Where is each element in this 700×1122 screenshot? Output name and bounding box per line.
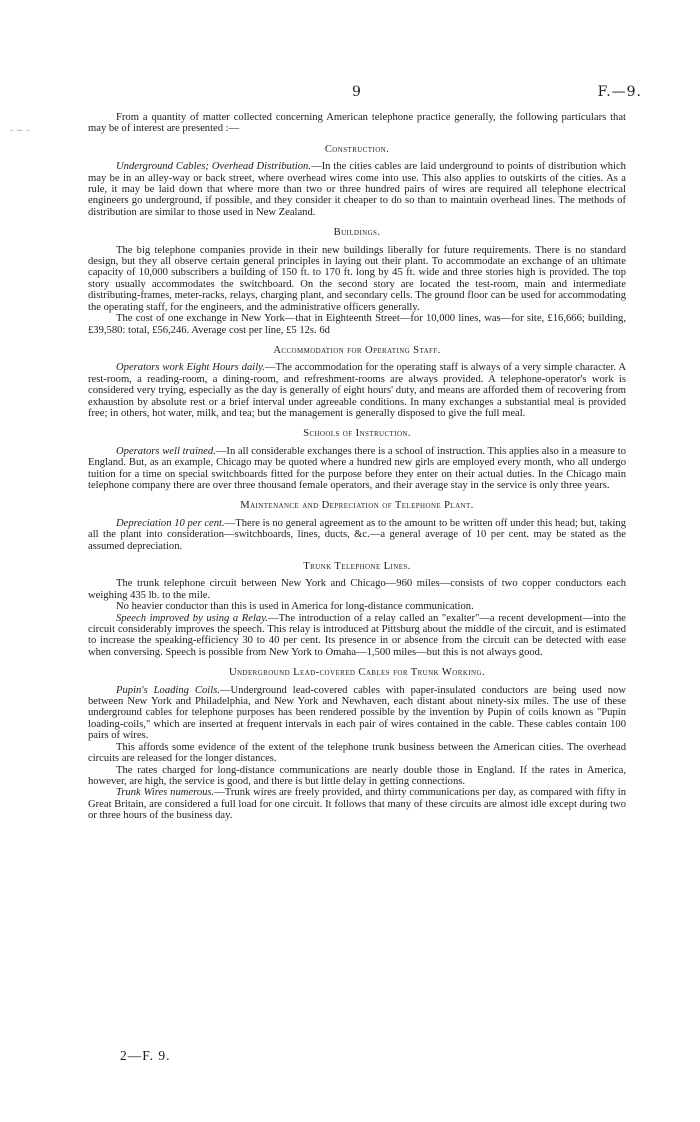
running-head (0, 84, 700, 104)
heading-construction: Construction. (324, 143, 390, 155)
heading-accommodation: Accommodation for Operating Staff. (273, 344, 441, 356)
margin-mark: - ~ - (10, 126, 30, 136)
construction-lead: Underground Cables; Overhead Distribution. (116, 161, 311, 173)
accommodation-text: —The accommodation for the operating staff is always of a very simple character. A rest-room, a reading-room, a dining-room, and refreshment-rooms are always provided. A telephone-operator's work is considered very trying, especially as the day is generally of eight hours' duty, and means are afforded them of recovering from exhaustion by absolute rest or a brief interval under agreeable conditions. In many exchanges a substantial meal is provided free; in others, hot water, milk, and tea; but the management is generally disposed to give the full meal. (88, 362, 626, 419)
body-text (88, 112, 626, 822)
construction-paragraph (88, 161, 626, 218)
schools-paragraph (88, 446, 626, 492)
trunk-paragraph-2: No heavier conductor than this is used in America for long-distance communication. (116, 601, 474, 613)
underground-paragraph-2: This affords some evidence of the extent of the telephone trunk business between the American cities. The overhead circuits are released for the longer distances. (88, 741, 626, 765)
signature-mark: 2—F. 9. (120, 1048, 171, 1063)
heading-underground: Underground Lead-covered Cables for Trunk Working. (229, 667, 485, 679)
buildings-paragraph-1: The big telephone companies provide in their new buildings liberally for future requirements. There is no standard design, but they all observe certain general principles in laying out their plant. To accommodate an exchange of an ultimate capacity of 10,000 subscribers a building of 150 ft. to 170 ft. long by 45 ft. wide and three stories high is provided. The top story usually accommodates the switchboard. On the second story are located the test-room, main and intermediate distributing-frames, meter-racks, relays, charging plant, and secondary cells. The ground floor can be used for accommodating the operating staff, for the engineers, and the administrative officers generally. (88, 244, 626, 313)
heading-buildings: Buildings. (333, 227, 381, 239)
page-number: 9 (352, 84, 361, 100)
maintenance-lead: Depreciation 10 per cent. (116, 517, 225, 529)
intro-paragraph: From a quantity of matter collected concerning American telephone practice generally, the following particulars that may be of interest are presented :— (88, 112, 626, 135)
buildings-paragraph-2: The cost of one exchange in New York—that in Eighteenth Street—for 10,000 lines, was—for site, £16,666; building, £39,580: total, £56,246. Average cost per line, £5 12s. 6d (88, 313, 626, 336)
document-reference: F.—9. (597, 84, 642, 100)
trunk-lead: Speech improved by using a Relay. (116, 612, 268, 624)
accommodation-paragraph (88, 362, 626, 419)
accommodation-lead: Operators work Eight Hours daily. (116, 362, 265, 374)
underground-text: —Underground lead-covered cables with paper-insulated conductors are being used now between New York and Philadelphia, and New York and Newhaven, each distant about ninety-six miles. The use of these underground cables for telephone purposes has been rendered possible by the invention by Pupin of coils known as "Pupin loading-coils," which are inserted at frequent intervals in each pair of wires contained in the cable. These cables contain 100 pairs of wires. (88, 684, 626, 742)
trunk-paragraph-1: The trunk telephone circuit between New York and Chicago—960 miles—consists of two copper conductors each weighing 435 lb. to the mile. (88, 578, 626, 601)
trunk-wires-lead: Trunk Wires numerous. (116, 787, 215, 799)
heading-trunk: Trunk Telephone Lines. (303, 561, 411, 572)
underground-lead: Pupin's Loading Coils. (116, 684, 220, 696)
trunk-paragraph-3 (88, 613, 626, 659)
maintenance-text: —There is no general agreement as to the amount to be written off under this head; but, taking all the plant into consideration—switchboards, lines, ducts, &c.—a general average of 10 per cent. may be stated as the assumed depreciation. (88, 517, 626, 552)
trunk-text: —The introduction of a relay called an "exalter"—a recent development—into the circuit considerably improves the speech. This relay is introduced at Pittsburg about the middle of the circuit, and is estimated to increase the speaking-efficiency 30 to 40 per cent. Its presence in or absence from the circuit can be detected with ease when conversing. Speech is possible from New York to Omaha—1,500 miles—but this is not always good. (88, 612, 626, 658)
underground-paragraph-4 (88, 787, 626, 821)
underground-paragraph-3: The rates charged for long-distance communications are nearly double those in England. If the rates in America, however, are high, the service is good, and there is but little delay in getting connections. (88, 764, 626, 787)
schools-text: —In all considerable exchanges there is a school of instruction. This applies also in a measure to England. But, as an example, Chicago may be quoted where a hundred new girls are employed every month, who all undergo tuition for a time on special switchboards fitted for the purpose before they enter on their actual duties. In the Chicago main telephone company there are over three thousand female operators, and their average stay in the service is only three years. (88, 445, 626, 491)
underground-paragraph-1 (88, 685, 626, 742)
construction-text: —In the cities cables are laid underground to points of distribution which may be in an alley-way or back street, where overhead wires come into use. This also applies to outskirts of the cities. As a rule, it may be laid down that where more than two or three hundred pairs of wires are required all telephone electrical engineers go underground, if possible, and they consider it cheaper to do so than to maintain overhead lines. The methods of distribution are similar to those used in New Zealand. (88, 161, 626, 218)
heading-maintenance: Maintenance and Depreciation of Telephone Plant. (240, 500, 474, 512)
trunk-wires-text: —Trunk wires are freely provided, and thirty communications per day, as compared with fifty in Great Britain, are considered a full load for one circuit. It follows that many of these circuits are almost idle except during two or three hours of the business day. (88, 787, 626, 822)
schools-lead: Operators well trained. (116, 445, 216, 457)
maintenance-paragraph (88, 518, 626, 552)
heading-schools: Schools of Instruction. (303, 428, 411, 440)
